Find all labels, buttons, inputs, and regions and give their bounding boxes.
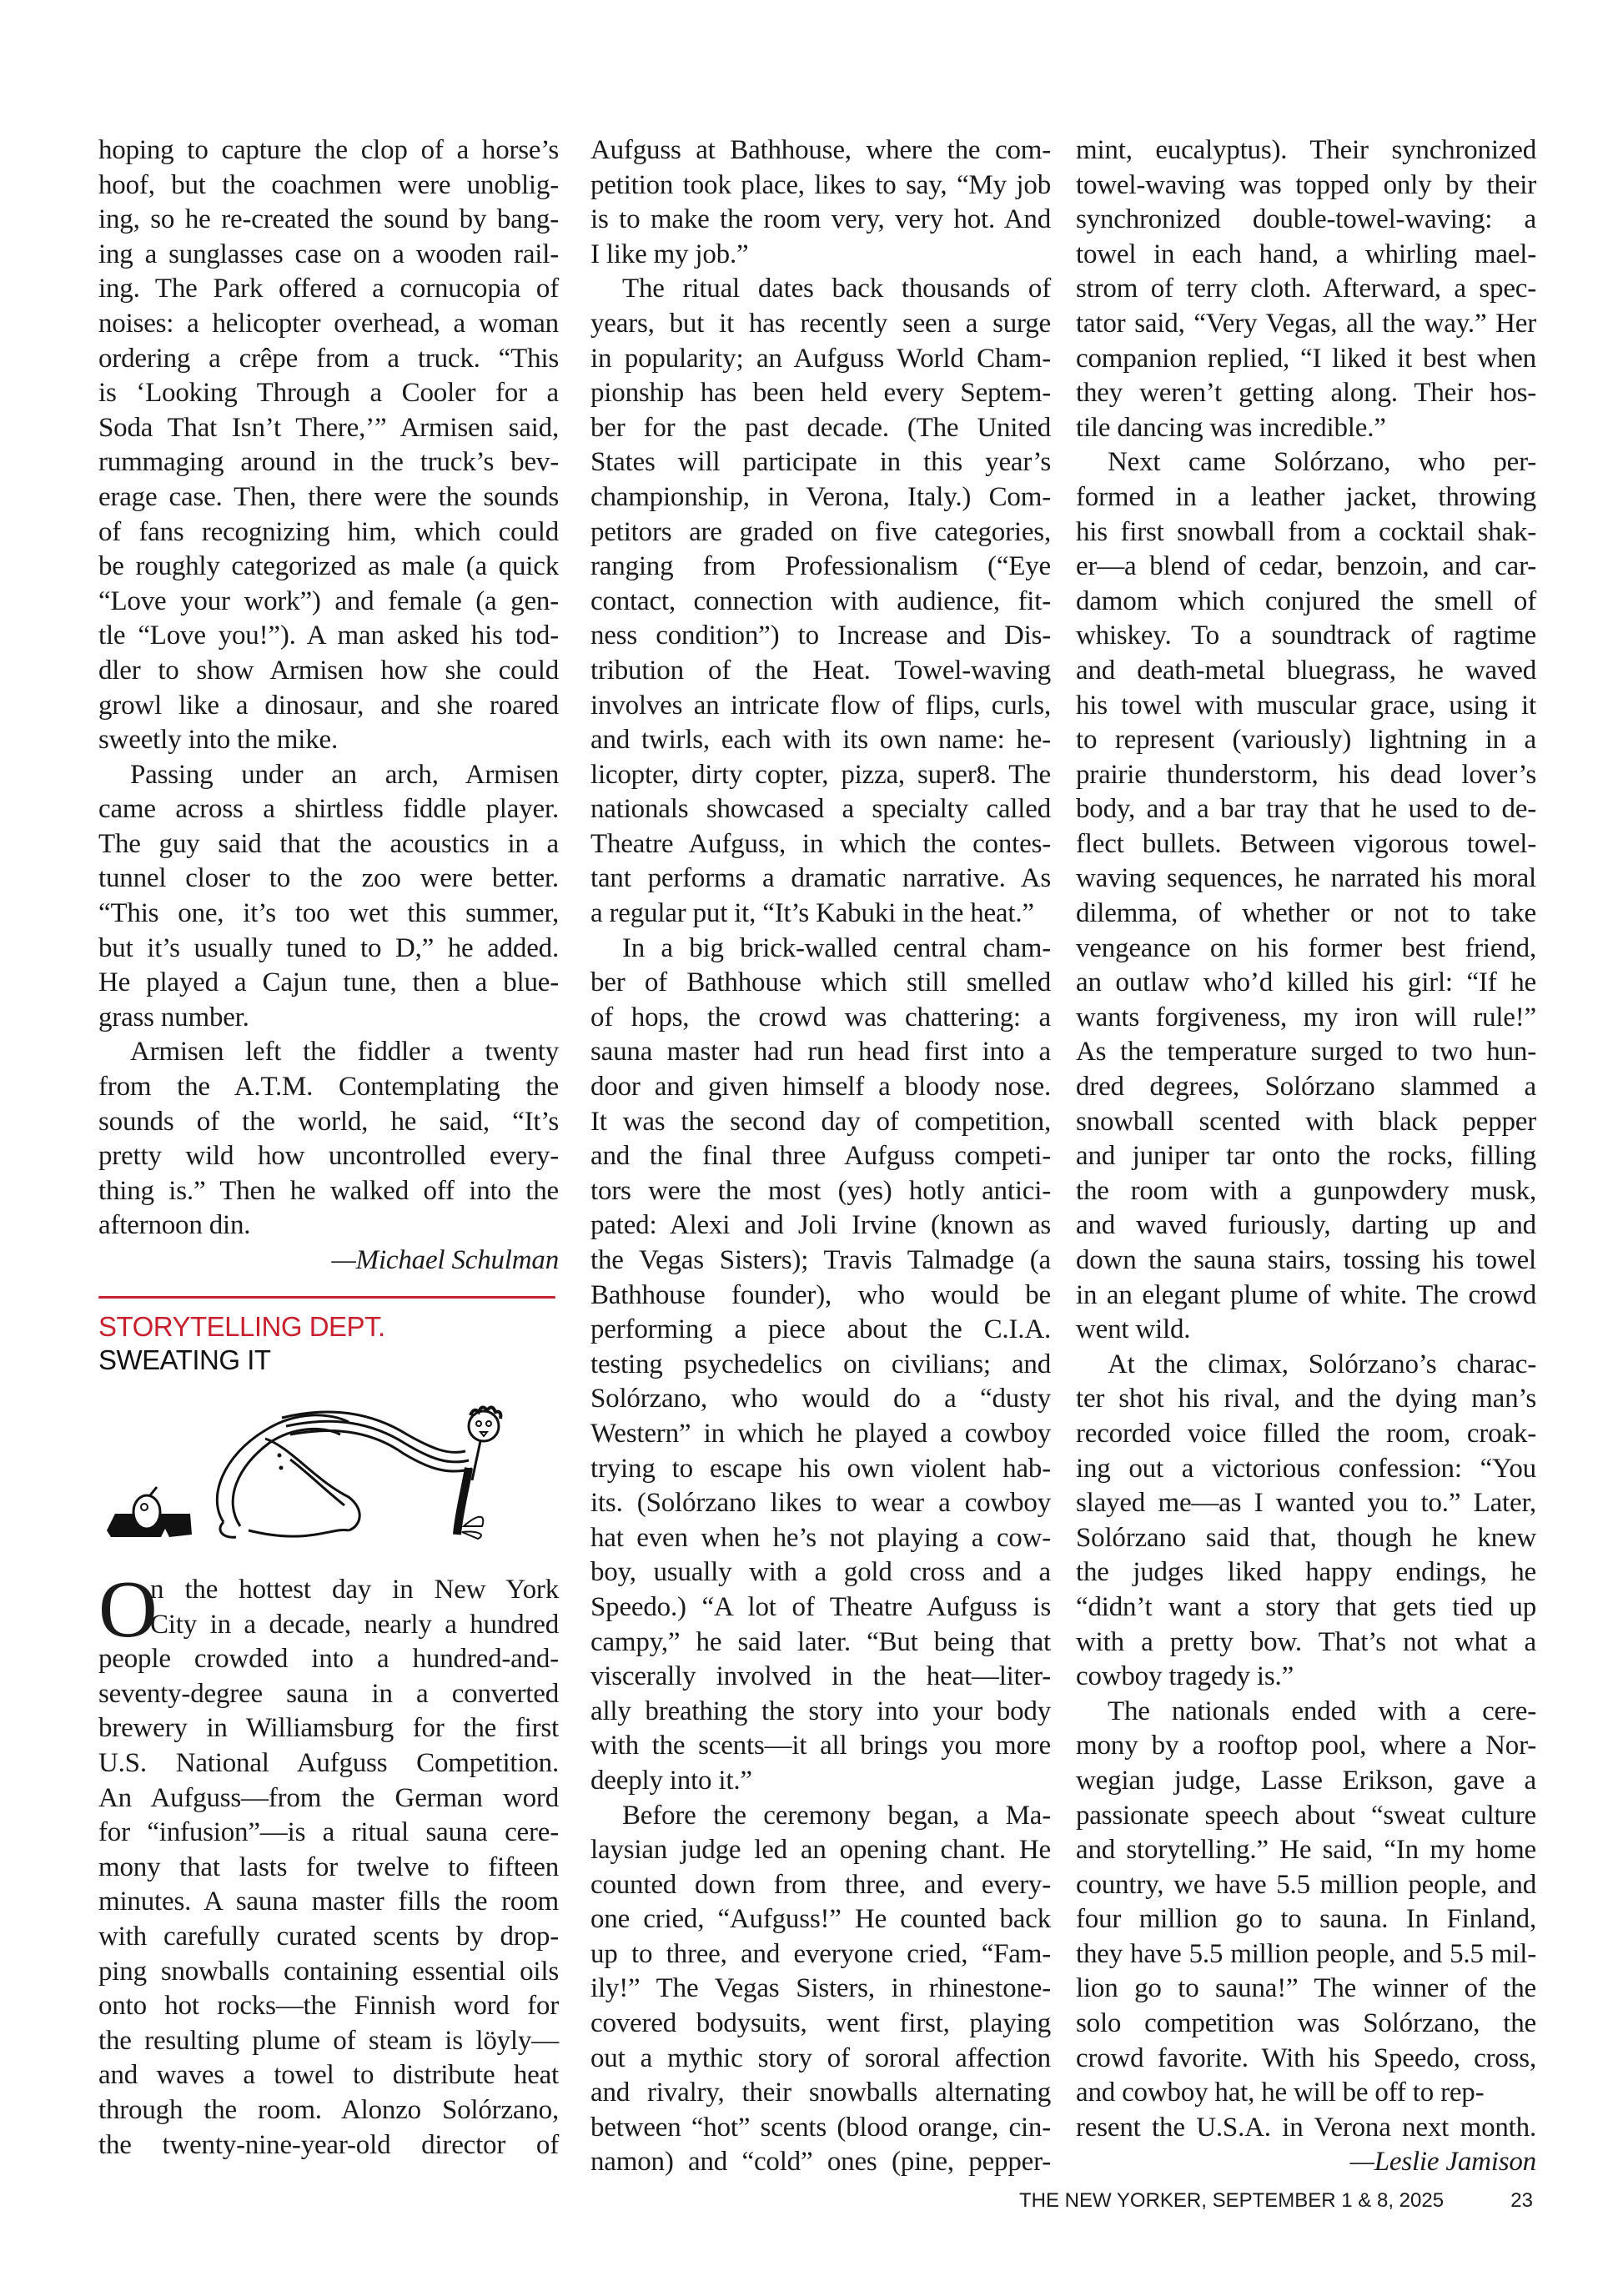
text-line: years, but it has recently seen a surge — [590, 308, 1051, 339]
text-line: ing, so he re-created the sound by bang- — [98, 204, 559, 235]
text-line: “Love your work”) and female (a gen- — [98, 585, 559, 616]
text-line: City in a decade, nearly a hundred — [150, 1609, 559, 1640]
text-line: is to make the room very, very hot. And — [590, 204, 1051, 235]
text-line: involves an intricate flow of flips, curls, — [590, 690, 1051, 721]
text-line: in an elegant plume of white. The crowd — [1076, 1279, 1536, 1310]
text-line: covered bodysuits, went first, playing — [590, 2008, 1051, 2039]
text-line: ing. The Park offered a cornucopia of — [98, 274, 559, 304]
text-line: recorded voice filled the room, croak- — [1076, 1418, 1536, 1449]
text-line: “This one, it’s too wet this summer, — [98, 898, 559, 929]
text-line: brewery in Williamsburg for the first — [98, 1713, 559, 1744]
text-line: and the final three Aufguss competi- — [590, 1141, 1051, 1172]
text-line: noises: a helicopter overhead, a woman — [98, 308, 559, 339]
text-line: vengeance on his former best friend, — [1076, 932, 1536, 963]
text-line: U.S. National Aufguss Competition. — [98, 1747, 559, 1778]
text-line: erage case. Then, there were the sounds — [98, 481, 559, 512]
text-line: damom which conjured the smell of — [1076, 585, 1536, 616]
text-line: wants forgiveness, my iron will rule!” — [1076, 1002, 1536, 1032]
text-line: an outlaw who’d killed his girl: “If he — [1076, 967, 1536, 998]
text-line: tant performs a dramatic narrative. As — [590, 863, 1051, 894]
text-line: ber for the past decade. (The United — [590, 412, 1051, 443]
text-line: An Aufguss—from the German word — [98, 1782, 559, 1813]
text-line: his first snowball from a cocktail shak- — [1076, 516, 1536, 547]
text-line: seventy-degree sauna in a converted — [98, 1678, 559, 1709]
text-line: In a big brick-walled central cham- — [622, 932, 1051, 963]
text-line: a regular put it, “It’s Kabuki in the heat.” — [590, 898, 1034, 929]
text-line: the judges liked happy endings, he — [1076, 1557, 1536, 1588]
text-line: namon) and “cold” ones (pine, pepper- — [590, 2147, 1051, 2178]
text-line: four million go to sauna. In Finland, — [1076, 1904, 1536, 1935]
text-line: down the sauna stairs, tossing his towel — [1076, 1245, 1536, 1275]
text-line: “didn’t want a story that gets tied up — [1076, 1591, 1536, 1622]
text-line: licopter, dirty copter, pizza, super8. The — [590, 759, 1051, 790]
text-line: thing is.” Then he walked off into the — [98, 1175, 559, 1206]
text-line: tunnel closer to the zoo were better. — [98, 863, 559, 894]
text-line: ing a sunglasses case on a wooden rail- — [98, 239, 559, 269]
text-line: Aufguss at Bathhouse, where the com- — [590, 135, 1051, 165]
text-line: Solórzano, who would do a “dusty — [590, 1384, 1051, 1414]
text-line: his towel with muscular grace, using it — [1076, 690, 1536, 721]
text-line: in popularity; an Aufguss World Cham- — [590, 343, 1051, 374]
text-line: out a mythic story of sororal affection — [590, 2042, 1051, 2073]
text-line: Armisen left the fiddler a twenty — [130, 1037, 559, 1068]
text-line: dilemma, of whether or not to take — [1076, 898, 1536, 929]
text-line: sounds of the world, he said, “It’s — [98, 1106, 559, 1137]
text-line: up to three, and everyone cried, “Fam- — [590, 1938, 1051, 1969]
text-line: championship, in Verona, Italy.) Com- — [590, 481, 1051, 512]
text-line: from the A.T.M. Contemplating the — [98, 1072, 559, 1103]
text-line: ally breathing the story into your body — [590, 1696, 1051, 1726]
text-line: prairie thunderstorm, his dead lover’s — [1076, 759, 1536, 790]
text-line: hat even when he’s not playing a cow- — [590, 1522, 1051, 1553]
text-line: minutes. A sauna master fills the room — [98, 1887, 559, 1917]
article-title: SWEATING IT — [98, 1344, 271, 1375]
page-number: 23 — [1510, 2189, 1533, 2212]
text-line: waving sequences, he narrated his moral — [1076, 863, 1536, 894]
text-line: dred degrees, Solórzano slammed a — [1076, 1072, 1536, 1103]
text-line: between “hot” scents (blood orange, cin- — [590, 2112, 1051, 2143]
department-label: STORYTELLING DEPT. — [98, 1311, 385, 1342]
text-line: campy,” he said later. “But being that — [590, 1626, 1051, 1657]
text-line: and juniper tar onto the rocks, filling — [1076, 1141, 1536, 1172]
text-line: The ritual dates back thousands of — [622, 274, 1051, 304]
text-line: the resulting plume of steam is löyly— — [98, 2025, 559, 2056]
text-line: crowd favorite. With his Speedo, cross, — [1076, 2042, 1536, 2073]
text-line: cowboy tragedy is.” — [1076, 1661, 1294, 1692]
text-line: the room with a gunpowdery musk, — [1076, 1175, 1536, 1206]
column-right — [1076, 133, 1536, 2180]
text-line: As the temperature surged to two hun- — [1076, 1037, 1536, 1068]
text-line: deeply into it.” — [590, 1765, 752, 1796]
text-line: Before the ceremony began, a Ma- — [622, 1800, 1051, 1831]
text-line: pretty wild how uncontrolled every- — [98, 1141, 559, 1172]
text-line: sauna master had run head first into a — [590, 1037, 1051, 1068]
text-line: ing out a victorious confession: “You — [1076, 1453, 1536, 1484]
text-line: Theatre Aufguss, in which the contes- — [590, 828, 1051, 859]
text-line: went wild. — [1076, 1314, 1191, 1345]
text-line: formed in a leather jacket, throwing — [1076, 481, 1536, 512]
column-middle — [590, 133, 1051, 2180]
text-line: onto hot rocks—the Finnish word for — [98, 1991, 559, 2022]
text-line: boy, usually with a gold cross and a — [590, 1557, 1051, 1588]
text-line: is ‘Looking Through a Cooler for a — [98, 378, 559, 409]
text-line: door and given himself a bloody nose. — [590, 1072, 1051, 1103]
text-line: came across a shirtless fiddle player. — [98, 794, 559, 825]
text-line: growl like a dinosaur, and she roared — [98, 690, 559, 721]
text-line: towel in each hand, a whirling mael- — [1076, 239, 1536, 269]
drop-cap-paragraph — [98, 1565, 559, 1655]
text-line: contact, connection with audience, fit- — [590, 585, 1051, 616]
text-line: Next came Solórzano, who per- — [1108, 447, 1536, 478]
text-line: tors were the most (yes) hotly antici- — [590, 1175, 1051, 1206]
text-line: sweetly into the mike. — [98, 725, 339, 756]
text-line: ily!” The Vegas Sisters, in rhinestone- — [590, 1973, 1051, 2004]
text-line: passionate speech about “sweat culture — [1076, 1800, 1536, 1831]
text-line: Passing under an arch, Armisen — [130, 759, 559, 790]
text-line: afternoon din. — [98, 1210, 251, 1241]
text-line: ness condition”) to Increase and Dis- — [590, 620, 1051, 651]
text-line: performing a piece about the C.I.A. — [590, 1314, 1051, 1345]
text-line: dler to show Armisen how she could — [98, 655, 559, 686]
text-line: the twenty-nine-year-old director of — [98, 2129, 559, 2160]
text-line: with a pretty bow. That’s not what a — [1076, 1626, 1536, 1657]
text-line: and storytelling.” He said, “In my home — [1076, 1835, 1536, 1866]
text-line: ping snowballs containing essential oils — [98, 1956, 559, 1987]
text-line: the Vegas Sisters); Travis Talmadge (a — [590, 1245, 1051, 1275]
text-line: tribution of the Heat. Towel-waving — [590, 655, 1051, 686]
text-line: At the climax, Solórzano’s charac- — [1108, 1349, 1536, 1379]
text-line: He played a Cajun tune, then a blue- — [98, 967, 559, 998]
text-line: mony that lasts for twelve to fifteen — [98, 1851, 559, 1882]
text-line: ber of Bathhouse which still smelled — [590, 967, 1051, 998]
text-line: people crowded into a hundred-and- — [98, 1644, 559, 1675]
article-body-start — [98, 1565, 559, 2163]
text-line: and rivalry, their snowballs alternating — [590, 2077, 1051, 2108]
text-line: trying to escape his own violent hab- — [590, 1453, 1051, 1484]
text-line: with carefully curated scents by drop- — [98, 1921, 559, 1952]
text-line: grass number. — [98, 1002, 249, 1032]
text-line: and waved furiously, darting up and — [1076, 1210, 1536, 1241]
text-line: snowball scented with black pepper — [1076, 1106, 1536, 1137]
column-left-bottom — [98, 1642, 559, 2163]
text-line: petitors are graded on five categories, — [590, 516, 1051, 547]
section-divider-rule — [98, 1296, 555, 1299]
text-line: of hops, the crowd was chattering: a — [590, 1002, 1051, 1032]
text-line: wegian judge, Lasse Erikson, gave a — [1076, 1765, 1536, 1796]
text-line: counted down from three, and every- — [590, 1869, 1051, 1900]
text-line: rummaging around in the truck’s bev- — [98, 447, 559, 478]
text-line: resent the U.S.A. in Verona next month. — [1076, 2112, 1536, 2143]
text-line: country, we have 5.5 million people, and — [1076, 1869, 1536, 1900]
text-line: ranging from Professionalism (“Eye — [590, 551, 1051, 582]
text-line: for “infusion”—is a ritual sauna cere- — [98, 1817, 559, 1848]
text-line: Solórzano said that, though he knew — [1076, 1522, 1536, 1553]
page-footer — [1019, 2189, 1533, 2223]
drop-cap: O — [98, 1565, 158, 1655]
text-line: flect bullets. Between vigorous towel- — [1076, 828, 1536, 859]
text-line: nationals showcased a specialty called — [590, 794, 1051, 825]
text-line: n the hottest day in New York — [150, 1575, 559, 1605]
text-line: I like my job.” — [590, 239, 749, 269]
text-line: petition took place, likes to say, “My job — [590, 169, 1051, 200]
sauna-towel-illustration-icon — [98, 1389, 565, 1555]
text-line: testing psychedelics on civilians; and — [590, 1349, 1051, 1379]
text-line: Soda That Isn’t There,’” Armisen said, — [98, 412, 559, 443]
publication-dateline: THE NEW YORKER, SEPTEMBER 1 & 8, 2025 — [1019, 2189, 1445, 2212]
author-signature: —Leslie Jamison — [1349, 2147, 1536, 2178]
text-line: tile dancing was incredible.” — [1076, 412, 1386, 443]
text-line: companion replied, “I liked it best when — [1076, 343, 1536, 374]
text-line: slayed me—as I wanted you to.” Later, — [1076, 1488, 1536, 1519]
text-line: body, and a bar tray that he used to de- — [1076, 794, 1536, 825]
text-line: pionship has been held every Septem- — [590, 378, 1051, 409]
text-line: ter shot his rival, and the dying man’s — [1076, 1384, 1536, 1414]
text-line: synchronized double-towel-waving: a — [1076, 204, 1536, 235]
text-line: its. (Solórzano likes to wear a cowboy — [590, 1488, 1051, 1519]
text-line: through the room. Alonzo Solórzano, — [98, 2094, 559, 2125]
column-left-top — [98, 133, 559, 1279]
text-line: hoping to capture the clop of a horse’s — [98, 135, 559, 165]
text-line: they weren’t getting along. Their hos- — [1076, 378, 1536, 409]
text-line: hoof, but the coachmen were unoblig- — [98, 169, 559, 200]
author-signature: —Michael Schulman — [331, 1245, 559, 1275]
text-line: mint, eucalyptus). Their synchronized — [1076, 135, 1536, 165]
text-line: strom of terry cloth. Afterward, a spec- — [1076, 274, 1536, 304]
text-line: tle “Love you!”). A man asked his tod- — [98, 620, 559, 651]
text-line: towel-waving was topped only by their — [1076, 169, 1536, 200]
text-line: to represent (variously) lightning in a — [1076, 725, 1536, 756]
text-line: lion go to sauna!” The winner of the — [1076, 1973, 1536, 2004]
text-line: be roughly categorized as male (a quick — [98, 551, 559, 582]
text-line: The guy said that the acoustics in a — [98, 828, 559, 859]
text-line: tator said, “Very Vegas, all the way.” Her — [1076, 308, 1536, 339]
text-line: and cowboy hat, he will be off to rep- — [1076, 2077, 1485, 2108]
text-line: one cried, “Aufguss!” He counted back — [590, 1904, 1051, 1935]
text-line: The nationals ended with a cere- — [1108, 1696, 1536, 1726]
text-line: It was the second day of competition, — [590, 1106, 1051, 1137]
text-line: of fans recognizing him, which could — [98, 516, 559, 547]
text-line: and waves a towel to distribute heat — [98, 2060, 559, 2091]
text-line: and death-metal bluegrass, he waved — [1076, 655, 1536, 686]
text-line: mony by a rooftop pool, where a Nor- — [1076, 1731, 1536, 1761]
text-line: viscerally involved in the heat—liter- — [590, 1661, 1051, 1692]
text-line: with the scents—it all brings you more — [590, 1731, 1051, 1761]
text-line: solo competition was Solórzano, the — [1076, 2008, 1536, 2039]
text-line: Bathhouse founder), who would be — [590, 1279, 1051, 1310]
text-line: Speedo.) “A lot of Theatre Aufguss is — [590, 1591, 1051, 1622]
text-line: Western” in which he played a cowboy — [590, 1418, 1051, 1449]
text-line: they have 5.5 million people, and 5.5 mil- — [1076, 1938, 1536, 1969]
text-line: ordering a crêpe from a truck. “This — [98, 343, 559, 374]
text-line: pated: Alexi and Joli Irvine (known as — [590, 1210, 1051, 1241]
text-line: and twirls, each with its own name: he- — [590, 725, 1051, 756]
text-line: whiskey. To a soundtrack of ragtime — [1076, 620, 1536, 651]
text-line: but it’s usually tuned to D,” he added. — [98, 932, 559, 963]
text-line: er—a blend of cedar, benzoin, and car- — [1076, 551, 1536, 582]
text-line: laysian judge led an opening chant. He — [590, 1835, 1051, 1866]
text-line: States will participate in this year’s — [590, 447, 1051, 478]
